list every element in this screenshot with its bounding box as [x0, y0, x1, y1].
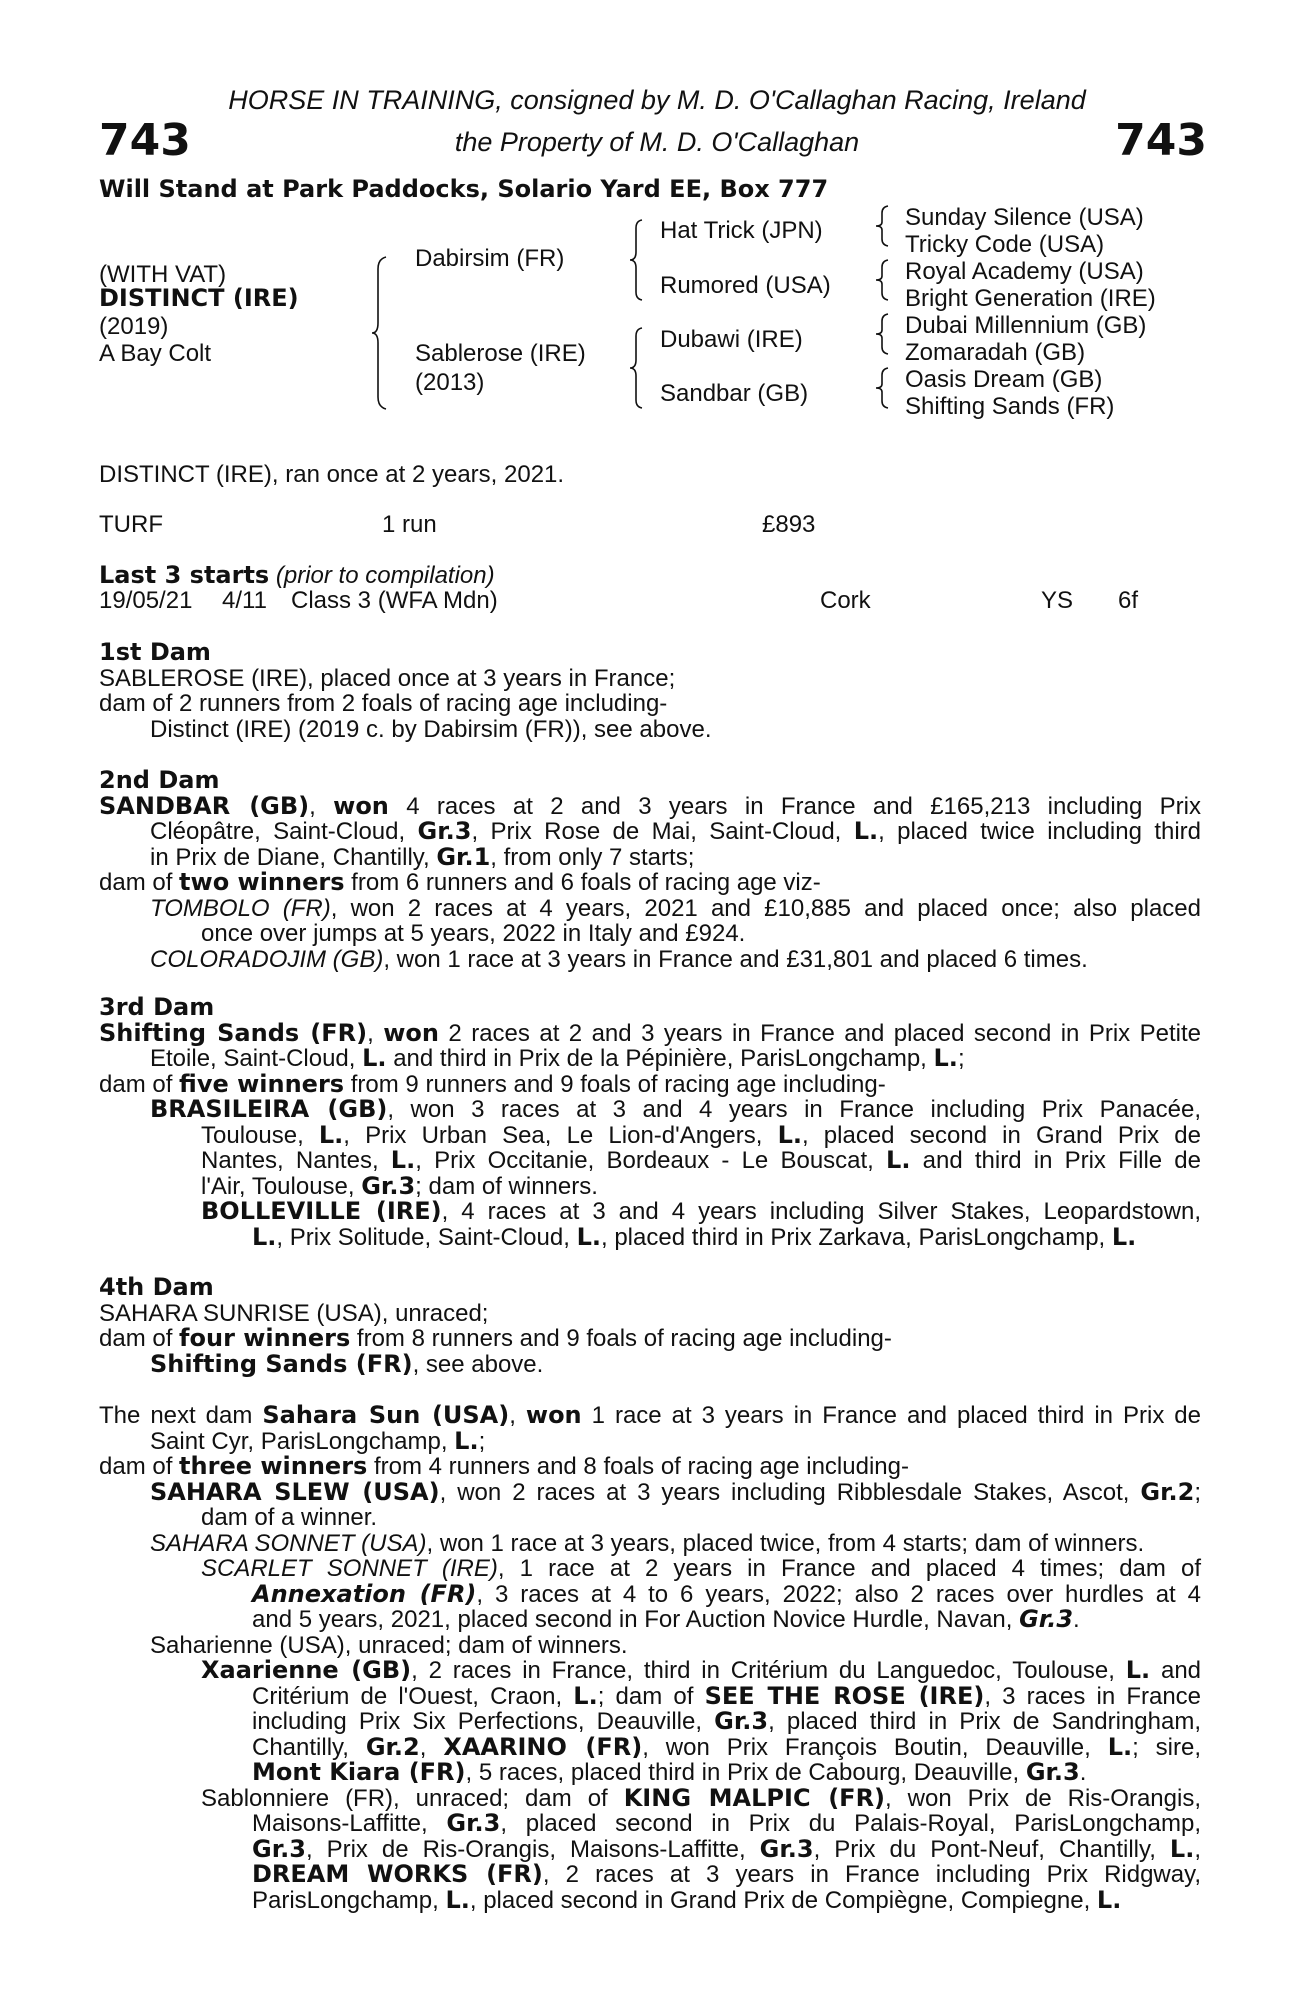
dam-line: [99, 1046, 1201, 1072]
grade: L.: [1125, 1656, 1151, 1684]
grade: L.: [454, 1426, 479, 1455]
grade: Gr.3: [714, 1707, 769, 1735]
start-distance: 6f: [1118, 587, 1139, 614]
dam-year: (2013): [415, 369, 485, 396]
text: , 3 races at 4 to 6 years, 2022; also 2 races over hurdles at 4: [476, 1580, 1201, 1608]
progeny-name: SAHARA SONNET (USA): [150, 1529, 427, 1557]
pedigree-brace-main: [372, 255, 392, 411]
progeny-name: SEE THE ROSE (IRE): [704, 1681, 985, 1710]
consignor-line: HORSE IN TRAINING, consigned by M. D. O'Callaghan Racing, Ireland: [228, 85, 1086, 115]
progeny-line: Saharienne (USA), unraced; dam of winners.: [150, 1631, 628, 1659]
pedigree-brace-dam: [630, 326, 646, 410]
pedigree-brace-ggp-3: [876, 312, 890, 356]
dam-line: [99, 1426, 1201, 1455]
progeny-line: [99, 896, 1201, 922]
text: ;: [1194, 1478, 1202, 1506]
grade: L.: [573, 1681, 598, 1710]
text: Chantilly,: [252, 1733, 366, 1761]
section-heading: 3rd Dam: [99, 993, 215, 1021]
progeny-line: once over jumps at 5 years, 2022 in Italy and £924.: [201, 920, 746, 947]
text: Nantes, Nantes,: [201, 1147, 391, 1174]
text: and 5 years, 2021, placed second in For Auction Novice Hurdle, Navan,: [252, 1606, 1020, 1633]
text: Maisons-Laffitte,: [252, 1810, 447, 1837]
text: Saint Cyr, ParisLongchamp,: [150, 1427, 455, 1455]
text: including Prix Six Perfections, Deauville,: [252, 1708, 715, 1735]
progeny-name: DREAM WORKS (FR): [252, 1860, 543, 1888]
dam-line: [99, 1403, 1201, 1429]
grade: L.: [1169, 1834, 1195, 1863]
text: ,: [1194, 1835, 1201, 1863]
progeny-line: [99, 1834, 1201, 1863]
text: , see above.: [412, 1350, 544, 1378]
great-grandparent: Dubai Millennium (GB): [905, 312, 1147, 339]
text: dam of: [99, 869, 180, 896]
progeny-name: COLORADOJIM (GB): [150, 945, 384, 973]
property-line: the Property of M. D. O'Callaghan: [454, 127, 860, 157]
text: .: [1079, 1759, 1087, 1786]
pedigree-brace-ggp-4: [876, 366, 890, 410]
last-starts-title: Last 3 starts: [99, 561, 270, 589]
progeny-line: [99, 1199, 1201, 1225]
grade: L.: [886, 1146, 911, 1174]
grade: Gr.3: [361, 1171, 416, 1200]
text: The next dam: [99, 1402, 263, 1429]
winners-count: four winners: [179, 1324, 351, 1352]
grade: L.: [390, 1146, 416, 1174]
text: from 4 runners and 8 foals of racing age including-: [367, 1453, 909, 1480]
text: , placed second in Grand Prix de Compiègne, Compiegne,: [469, 1886, 1097, 1914]
progeny-name: Xaarienne (GB): [201, 1656, 412, 1684]
text: , Prix du Pont-Neuf, Chantilly,: [813, 1835, 1170, 1863]
winners-count: two winners: [179, 868, 345, 896]
progeny-line: [99, 1607, 1201, 1633]
text: Critérium de l'Ouest, Craon,: [252, 1682, 574, 1710]
text: dam of: [99, 1070, 180, 1098]
text: Toulouse,: [201, 1121, 319, 1149]
record-runs: 1 run: [382, 511, 437, 538]
text: , 4 races at 3 and 4 years including Silver Stakes, Leopardstown,: [441, 1198, 1201, 1225]
first-dam-section: [99, 640, 1201, 742]
last-starts-note: (prior to compilation): [275, 562, 495, 589]
progeny-line: [99, 1681, 1202, 1710]
progeny-line: [99, 1120, 1201, 1149]
grade: Gr.3: [417, 817, 472, 845]
won-label: won: [525, 1401, 582, 1429]
grade: L.: [777, 1120, 802, 1149]
great-grandparent: Shifting Sands (FR): [905, 393, 1115, 420]
progeny-name: SAHARA SLEW (USA): [150, 1477, 440, 1506]
lot-number-left: 743: [99, 115, 191, 166]
progeny-line: [99, 1885, 1201, 1914]
progeny-name: Annexation (FR): [252, 1579, 477, 1608]
text: .: [1073, 1606, 1080, 1633]
text: , won Prix François Boutin, Deauville,: [642, 1733, 1108, 1761]
text: from 8 runners and 9 foals of racing age including-: [350, 1325, 892, 1352]
text: , won 1 race at 3 years in France and £31,801 and placed 6 times.: [383, 945, 1088, 973]
grade: Gr.2: [1140, 1477, 1195, 1506]
horse-description: A Bay Colt: [99, 340, 212, 367]
progeny-name: BRASILEIRA (GB): [150, 1095, 388, 1123]
text: from 9 runners and 9 foals of racing age including-: [344, 1070, 886, 1098]
race-summary: DISTINCT (IRE), ran once at 2 years, 2021.: [99, 461, 565, 488]
text: , Prix de Ris-Orangis, Maisons-Laffitte,: [305, 1835, 760, 1863]
text: ;: [957, 1045, 965, 1072]
section-heading: 4th Dam: [99, 1273, 214, 1301]
grade: L.: [252, 1222, 277, 1251]
text: , placed third in Prix de Sandringham,: [768, 1708, 1201, 1735]
progeny-line: [99, 1148, 1201, 1174]
grade: Gr.1: [436, 842, 491, 871]
won-label: won: [333, 791, 389, 820]
text: 2 races at 2 and 3 years in France and placed second in Prix Petite: [448, 1019, 1201, 1047]
text: , won 3 races at 3 and 4 years in France including Prix Panacée,: [387, 1096, 1201, 1123]
sire-name: Dabirsim (FR): [415, 245, 565, 272]
great-grandparent: Royal Academy (USA): [905, 258, 1144, 285]
text: ,: [419, 1733, 444, 1761]
text: , 5 races, placed third in Prix de Cabourg, Deauville,: [465, 1759, 1026, 1786]
start-course: Cork: [820, 587, 871, 614]
great-grandparent: Oasis Dream (GB): [905, 366, 1103, 393]
progeny-name: KING MALPIC (FR): [623, 1783, 886, 1812]
winners-count: five winners: [179, 1069, 345, 1098]
text: Sablonniere (FR), unraced; dam of: [201, 1784, 624, 1812]
horse-year: (2019): [99, 313, 169, 340]
progeny-line: dam of a winner.: [201, 1504, 378, 1531]
grade: Gr.3: [759, 1834, 814, 1863]
granddam-sire: Rumored (USA): [660, 272, 831, 299]
text: l'Air, Toulouse,: [201, 1172, 362, 1200]
text: , placed twice including third: [878, 818, 1202, 845]
second-dam-section: [99, 768, 1201, 972]
text: , 3 races in France: [984, 1682, 1202, 1710]
dam-name: Sablerose (IRE): [415, 340, 586, 367]
progeny-name: XAARINO (FR): [443, 1732, 643, 1761]
pedigree-brace-sire: [630, 218, 646, 302]
grade: L.: [933, 1044, 958, 1072]
stand-location: Will Stand at Park Paddocks, Solario Yard EE, Box 777: [99, 175, 829, 203]
text: , placed second in Prix du Palais-Royal, ParisLongchamp,: [500, 1810, 1202, 1837]
record-prize: £893: [762, 511, 816, 538]
third-dam-section: [99, 995, 1201, 1250]
progeny-line: [99, 947, 1201, 973]
start-race: Class 3 (WFA Mdn): [291, 587, 498, 614]
grade: L.: [576, 1222, 601, 1251]
grade: L.: [445, 1885, 470, 1914]
text: , Prix Solitude, Saint-Cloud,: [276, 1223, 577, 1251]
grandsire-sire: Hat Trick (JPN): [660, 217, 823, 244]
text: , won 2 races at 3 years including Ribblesdale Stakes, Ascot,: [439, 1478, 1141, 1506]
grade: L.: [1107, 1732, 1133, 1761]
dam-line: [99, 1454, 1201, 1480]
dam-line: dam of 2 runners from 2 foals of racing age including-: [99, 690, 668, 717]
progeny-line: Distinct (IRE) (2019 c. by Dabirsim (FR)), see above.: [150, 715, 712, 743]
dam-line: [99, 819, 1201, 845]
dam-line: [99, 1326, 1201, 1352]
text: ; dam of: [597, 1682, 705, 1710]
text: 1 race at 3 years in France and placed third in Prix de: [581, 1402, 1201, 1429]
text: 4 races at 2 and 3 years in France and £165,213 including Prix: [406, 792, 1202, 820]
progeny-name: Shifting Sands (FR): [150, 1349, 413, 1378]
grandsire-dam: Dubawi (IRE): [660, 326, 803, 353]
progeny-line: [99, 1579, 1201, 1608]
dam-line: SABLEROSE (IRE), placed once at 3 years in France;: [99, 664, 676, 692]
text: , from only 7 starts;: [490, 843, 695, 871]
progeny-line: [99, 1531, 1201, 1557]
text: ParisLongchamp,: [252, 1886, 446, 1914]
progeny-line: [99, 1349, 1201, 1378]
text: ,: [509, 1402, 526, 1429]
text: , 2 races in France, third in Critérium du Languedoc, Toulouse,: [411, 1657, 1126, 1684]
progeny-name: SCARLET SONNET (IRE): [201, 1555, 498, 1582]
text: , Prix Urban Sea, Le Lion-d'Angers,: [343, 1121, 778, 1149]
text: ; sire,: [1132, 1733, 1202, 1761]
great-grandparent: Bright Generation (IRE): [905, 285, 1156, 312]
dam-name: Shifting Sands (FR): [99, 1018, 368, 1047]
fourth-dam-section: [99, 1275, 1201, 1377]
dam-line: [99, 1069, 1201, 1098]
lot-number-right: 743: [1115, 115, 1207, 166]
text: , 1 race at 2 years in France and placed 4 times; dam of: [497, 1555, 1201, 1582]
text: Cléopâtre, Saint-Cloud,: [150, 818, 418, 845]
progeny-name: Mont Kiara (FR): [252, 1758, 466, 1786]
dam-name: Sahara Sun (USA): [262, 1401, 510, 1429]
dam-line: [99, 870, 1201, 896]
text: , won Prix de Ris-Orangis,: [885, 1784, 1201, 1812]
granddam-dam: Sandbar (GB): [660, 380, 809, 407]
horse-name: DISTINCT (IRE): [99, 284, 299, 312]
text: , placed second in Grand Prix de: [801, 1121, 1201, 1149]
record-surface: TURF: [99, 511, 163, 538]
great-grandparent: Sunday Silence (USA): [905, 204, 1144, 231]
next-dam-section: [99, 1403, 1201, 1913]
progeny-line: [99, 1732, 1202, 1761]
great-grandparent: Zomaradah (GB): [905, 339, 1086, 366]
grade: L.: [853, 817, 879, 845]
text: , Prix Rose de Mai, Saint-Cloud,: [471, 818, 854, 845]
section-heading: 2nd Dam: [99, 766, 220, 794]
progeny-line: [99, 1171, 1201, 1200]
text: and: [1150, 1657, 1202, 1684]
start-going: YS: [1041, 587, 1074, 614]
progeny-name: BOLLEVILLE (IRE): [201, 1197, 442, 1225]
dam-line: SANDBAR (GB), won 4 races at 2 and 3 years in France and £165,213 including Prix: [99, 791, 1202, 820]
text: dam of: [99, 1453, 180, 1480]
vat-note: (WITH VAT): [99, 261, 227, 288]
dam-name: SANDBAR (GB): [99, 791, 310, 820]
start-position: 4/11: [222, 587, 267, 614]
text: , won 1 race at 3 years, placed twice, from 4 starts; dam of winners.: [426, 1529, 1145, 1557]
text: from 6 runners and 6 foals of racing age viz-: [344, 869, 821, 896]
text: in Prix de Diane, Chantilly,: [150, 843, 437, 871]
text: , Prix Occitanie, Bordeaux - Le Bouscat,: [415, 1147, 887, 1174]
text: Etoile, Saint-Cloud,: [150, 1045, 363, 1072]
start-date: 19/05/21: [99, 587, 193, 614]
winners-count: three winners: [179, 1452, 368, 1480]
grade: L.: [1096, 1885, 1122, 1914]
dam-line: SAHARA SUNRISE (USA), unraced;: [99, 1299, 489, 1327]
progeny-name: TOMBOLO (FR): [150, 894, 331, 922]
progeny-line: [99, 1097, 1201, 1123]
progeny-line: [99, 1222, 1201, 1251]
dam-line: [99, 842, 1201, 871]
progeny-line: [99, 1477, 1202, 1506]
grade: L.: [362, 1044, 387, 1072]
section-heading: 1st Dam: [99, 638, 211, 666]
text: ;: [478, 1427, 486, 1455]
progeny-line: [99, 1556, 1201, 1582]
grade: Gr.2: [365, 1732, 420, 1761]
won-label: won: [383, 1018, 439, 1047]
grade: Gr.3: [1019, 1605, 1074, 1633]
text: , 2 races at 3 years in France including Prix Ridgway,: [542, 1861, 1202, 1888]
progeny-line: [99, 1862, 1201, 1888]
grade: Gr.3: [1025, 1758, 1080, 1786]
progeny-line: [99, 1783, 1201, 1812]
grade: L.: [1111, 1222, 1137, 1251]
pedigree-brace-ggp-2: [876, 258, 890, 302]
last-starts-heading: [99, 563, 495, 588]
text: and third in Prix Fille de: [910, 1147, 1201, 1174]
progeny-line: [99, 1658, 1201, 1684]
text: and third in Prix de la Pépinière, ParisLongchamp,: [386, 1045, 934, 1072]
text: dam of: [99, 1325, 180, 1352]
pedigree-brace-ggp-1: [876, 204, 890, 248]
grade: Gr.3: [252, 1834, 306, 1863]
progeny-line: [99, 1709, 1201, 1735]
text: ; dam of winners.: [415, 1172, 598, 1200]
progeny-line: [99, 1760, 1201, 1786]
text: , won 2 races at 4 years, 2021 and £10,885 and placed once; also placed: [330, 894, 1201, 922]
grade: L.: [318, 1120, 344, 1149]
great-grandparent: Tricky Code (USA): [905, 231, 1105, 258]
progeny-line: [99, 1811, 1201, 1837]
dam-line: Shifting Sands (FR), won 2 races at 2 and 3 years in France and placed second in Prix Petite: [99, 1018, 1201, 1047]
text: , placed third in Prix Zarkava, ParisLongchamp,: [600, 1223, 1112, 1251]
grade: Gr.3: [446, 1809, 501, 1837]
